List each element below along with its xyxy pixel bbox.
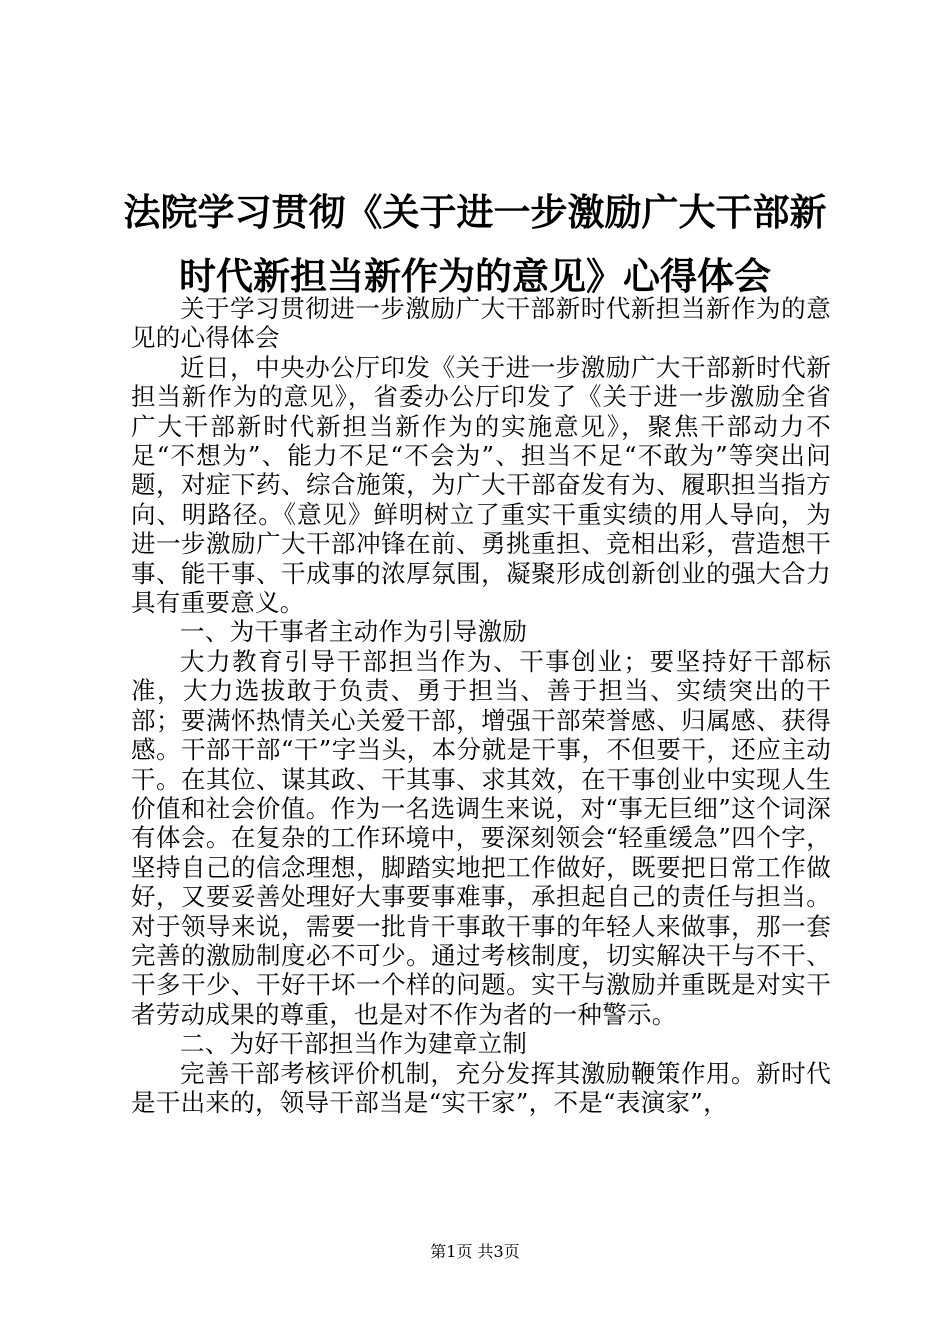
page-number-footer: 第1页 共3页 [430, 1242, 520, 1261]
paragraph-background: 近日，中央办公厅印发《关于进一步激励广大干部新时代新担当新作为的意见》，省委办公厅印发了《关于进一步激励全省广大干部新时代新担当新作为的实施意见》，聚焦干部动力不足“不想为”、能力不足“不会为”、担当不足“不敢为”等突出问题，对症下药、综合施策，为广大干部奋发有为、履职担当指方向、明路径。《意见》鲜明树立了重实干重实绩的用人导向，为进一步激励广大干部冲锋在前、勇挑重担、竞相出彩，营造想干事、能干事、干成事的浓厚氛围，凝聚形成创新创业的强大合力具有重要意义。 [131, 352, 831, 618]
section-heading-1: 一、为干事者主动作为引导激励 [180, 617, 528, 647]
paragraph-heading-intro: 关于学习贯彻进一步激励广大干部新时代新担当新作为的意见的心得体会 [131, 294, 831, 353]
document-title: 法院学习贯彻《关于进一步激励广大干部新时代新担当新作为的意见》心得体会 [123, 190, 827, 298]
section-heading-2: 二、为好干部担当作为建章立制 [180, 1029, 528, 1059]
document-body [131, 294, 831, 1117]
paragraph-section-2: 完善干部考核评价机制，充分发挥其激励鞭策作用。新时代是干出来的，领导干部当是“实干家”，不是“表演家”， [131, 1058, 831, 1117]
paragraph-section-1: 大力教育引导干部担当作为、干事创业；要坚持好干部标准，大力选拔敢于负责、勇于担当、善于担当、实绩突出的干部；要满怀热情关心关爱干部，增强干部荣誉感、归属感、获得感。干部干部“干”字当头，本分就是干事，不但要干，还应主动干。在其位、谋其政、干其事、求其效，在干事创业中实现人生价值和社会价值。作为一名选调生来说，对“事无巨细”这个词深有体会。在复杂的工作环境中，要深刻领会“轻重缓急”四个字，坚持自己的信念理想，脚踏实地把工作做好，既要把日常工作做好，又要妥善处理好大事要事难事，承担起自己的责任与担当。对于领导来说，需要一批肯干事敢干事的年轻人来做事，那一套完善的激励制度必不可少。通过考核制度，切实解决干与不干、干多干少、干好干坏一个样的问题。实干与激励并重既是对实干者劳动成果的尊重，也是对不作为者的一种警示。 [131, 646, 831, 1029]
